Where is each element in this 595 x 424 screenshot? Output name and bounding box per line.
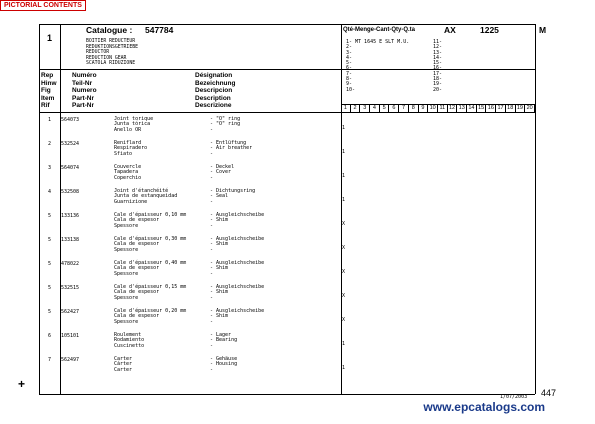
qty-grid-cell: 6 xyxy=(390,104,400,112)
qty-legend-left xyxy=(346,40,409,93)
qty-grid-cell: 8 xyxy=(409,104,419,112)
item-number: 2 xyxy=(48,141,52,147)
item-number: 5 xyxy=(48,285,52,291)
title-line: REDUKTIONSGETRIEBE xyxy=(86,44,138,50)
qty-legend-line: 14- xyxy=(433,54,443,61)
qty-grid-cell: 19 xyxy=(516,104,526,112)
part-quantity: X xyxy=(342,221,346,227)
header-text: Rep xyxy=(41,72,54,79)
qty-legend-line: 4- xyxy=(346,54,353,61)
part-description: Cale d'épaisseur 0,10 mm Cala de espesor Spessore xyxy=(114,212,187,229)
part-number[interactable]: 133136 xyxy=(61,213,80,219)
qty-legend-line: 11- xyxy=(433,39,443,45)
part-translation: - Ausgleichscheibe - Shim - xyxy=(210,260,265,277)
plus-icon[interactable]: + xyxy=(18,377,26,391)
part-translation: - Dichtungsring - Seal - xyxy=(210,188,256,205)
item-number: 4 xyxy=(48,189,52,195)
frame-top-left xyxy=(39,24,341,25)
part-quantity: X xyxy=(342,293,346,299)
qty-grid-cell: 13 xyxy=(457,104,467,112)
part-number[interactable]: 105101 xyxy=(61,333,80,339)
header-text: Fig xyxy=(41,87,51,94)
qty-legend-line: 18- xyxy=(433,76,443,83)
qty-grid-cell: 2 xyxy=(351,104,361,112)
item-number: 5 xyxy=(48,309,52,315)
part-description: Couvercle Tapadera Coperchio xyxy=(114,164,142,181)
item-number: 5 xyxy=(48,237,52,243)
part-number[interactable]: 562497 xyxy=(61,357,80,363)
qty-legend-line: 15- xyxy=(433,60,443,67)
qty-grid-cell: 1 xyxy=(341,104,351,112)
part-number[interactable]: 532508 xyxy=(61,189,80,195)
col-header-ref xyxy=(41,72,57,110)
item-number: 5 xyxy=(48,261,52,267)
qty-legend-line: 3- xyxy=(346,49,353,56)
part-quantity: X xyxy=(342,269,346,275)
header-text: Part-Nr xyxy=(72,102,95,109)
part-description: Reniflard Respiradero Sfiato xyxy=(114,140,148,157)
qty-grid-cell: 9 xyxy=(419,104,429,112)
part-quantity: 1 xyxy=(342,197,346,203)
frame-left-border xyxy=(39,24,40,394)
title-line: SCATOLA RIDUZIONE xyxy=(86,61,136,67)
frame-bottom xyxy=(39,394,535,395)
qty-legend-line: 10- xyxy=(346,86,356,93)
qty-legend-line: 8- xyxy=(346,76,353,83)
qty-legend-line: 20- xyxy=(433,86,443,93)
title-line: BOITIER REDUCTEUR xyxy=(86,39,136,44)
part-quantity: 1 xyxy=(342,341,346,347)
col-header-description xyxy=(195,72,235,110)
catalogue-label: Catalogue : xyxy=(86,25,133,35)
item-number: 7 xyxy=(48,357,52,363)
part-translation: - Ausgleichscheibe - Shim - xyxy=(210,308,265,325)
column-header-bottom xyxy=(39,112,535,113)
part-number[interactable]: 532524 xyxy=(61,141,80,147)
pictorial-contents-tab[interactable]: PICTORIAL CONTENTS xyxy=(0,0,86,11)
part-description: Roulement Rodamiento Cuscinetto xyxy=(114,332,145,349)
qty-grid-cell: 7 xyxy=(399,104,409,112)
qty-legend-line: 1- MT 1645 E SLT M.U. xyxy=(346,39,410,45)
part-number[interactable]: 564073 xyxy=(61,117,80,123)
m-label: M xyxy=(539,25,547,35)
part-number[interactable]: 532515 xyxy=(61,285,80,291)
part-number[interactable]: 133138 xyxy=(61,237,80,243)
qty-legend-line: 5- xyxy=(346,60,353,67)
part-quantity: X xyxy=(342,317,346,323)
part-quantity: 1 xyxy=(342,365,346,371)
part-translation: - Deckel - Cover - xyxy=(210,164,235,181)
qty-grid-cell: 10 xyxy=(428,104,438,112)
ax-label: AX xyxy=(444,25,456,35)
header-text: Item xyxy=(41,94,55,102)
part-translation: - Lager - Bearing - xyxy=(210,332,238,349)
part-description: Cale d'épaisseur 0,15 mm Cala de espesor Spessore xyxy=(114,284,187,301)
part-number[interactable]: 564074 xyxy=(61,165,80,171)
col-header-part xyxy=(72,72,97,110)
ax-value: 1225 xyxy=(480,25,499,35)
qty-grid-cell: 4 xyxy=(370,104,380,112)
part-description: Cale d'épaisseur 0,40 mm Cala de espesor Spessore xyxy=(114,260,187,277)
header-text: Rif xyxy=(41,102,50,109)
header-text: Numéro xyxy=(72,72,97,79)
qty-legend-line: 17- xyxy=(433,70,443,77)
part-quantity: 1 xyxy=(342,149,346,155)
title-line: REDUCTOR xyxy=(86,50,110,56)
part-description: Cale d'épaisseur 0,30 mm Cala de espesor Spessore xyxy=(114,236,187,253)
part-quantity: 1 xyxy=(342,125,346,131)
title-line: REDUCTION GEAR xyxy=(86,55,127,61)
qty-legend-line: 6- xyxy=(346,65,353,72)
item-number: 1 xyxy=(48,117,52,123)
header-text: Part-Nr xyxy=(72,94,95,102)
part-translation: - Ausgleichscheibe - Shim - xyxy=(210,236,265,253)
header-separator xyxy=(39,69,535,70)
qty-legend-line: 12- xyxy=(433,44,443,51)
qty-legend-line: 7- xyxy=(346,70,353,77)
frame-top-right xyxy=(341,24,535,25)
header-text: Descripcion xyxy=(195,87,233,94)
qty-grid-cell: 5 xyxy=(380,104,390,112)
qty-header: Qté-Menge-Cant-Qty-Q.ta xyxy=(343,27,415,33)
part-description: Joint d'étanchéité Junta de estanqueidad Guarnizione xyxy=(114,188,178,205)
part-description: Cale d'épaisseur 0,20 mm Cala de espesor Spessore xyxy=(114,308,187,325)
part-description: Joint torique Junta tórica Anello OR xyxy=(114,116,154,133)
qty-legend-line: 2- xyxy=(346,44,353,51)
header-text: Description xyxy=(195,94,231,102)
qty-grid-cell: 16 xyxy=(487,104,497,112)
header-text: Teil-Nr xyxy=(72,79,93,87)
catalogue-titles xyxy=(86,39,138,67)
header-text: Descrizione xyxy=(195,102,232,109)
qty-column-divider xyxy=(341,24,342,394)
item-number: 3 xyxy=(48,165,52,171)
qty-grid-cell: 17 xyxy=(496,104,506,112)
part-translation: - Ausgleichscheibe - Shim - xyxy=(210,212,265,229)
qty-grid-cell: 12 xyxy=(448,104,458,112)
qty-legend-line: 13- xyxy=(433,49,443,56)
qty-grid-cell: 20 xyxy=(525,104,535,112)
part-translation: - Entlüftung - Air breather - xyxy=(210,140,253,157)
part-translation: - Ausgleichscheibe - Shim - xyxy=(210,284,265,301)
part-quantity: 1 xyxy=(342,173,346,179)
qty-legend-line: 19- xyxy=(433,81,443,88)
sheet-number: 1 xyxy=(47,33,53,43)
header-text: Bezeichnung xyxy=(195,79,236,87)
catalogue-number: 547784 xyxy=(145,25,174,35)
header-text: Numero xyxy=(72,87,97,94)
part-description: Carter Cárter Carter xyxy=(114,356,133,373)
header-text: Hinw xyxy=(41,79,57,87)
qty-legend-line: 16- xyxy=(433,65,443,72)
item-number: 6 xyxy=(48,333,52,339)
part-translation: - "O" ring - "O" ring - xyxy=(210,116,241,133)
watermark-link[interactable]: www.epcatalogs.com xyxy=(423,400,545,414)
qty-grid-cell: 15 xyxy=(477,104,487,112)
qty-grid-cell: 18 xyxy=(506,104,516,112)
header-text: Désignation xyxy=(195,72,233,79)
part-number[interactable]: 562427 xyxy=(61,309,80,315)
qty-grid-cell: 11 xyxy=(438,104,448,112)
qty-grid-cell: 3 xyxy=(360,104,370,112)
page-number: 447 xyxy=(541,388,557,398)
qty-grid-cell: 14 xyxy=(467,104,477,112)
item-number: 5 xyxy=(48,213,52,219)
qty-legend-right xyxy=(433,40,442,93)
footer-date: 1/07/2003 xyxy=(500,394,528,400)
part-quantity: X xyxy=(342,245,346,251)
part-translation: - Gehäuse - Housing - xyxy=(210,356,238,373)
frame-right-border xyxy=(535,24,536,394)
qty-legend-line: 9- xyxy=(346,81,353,88)
part-number[interactable]: 478022 xyxy=(61,261,80,267)
